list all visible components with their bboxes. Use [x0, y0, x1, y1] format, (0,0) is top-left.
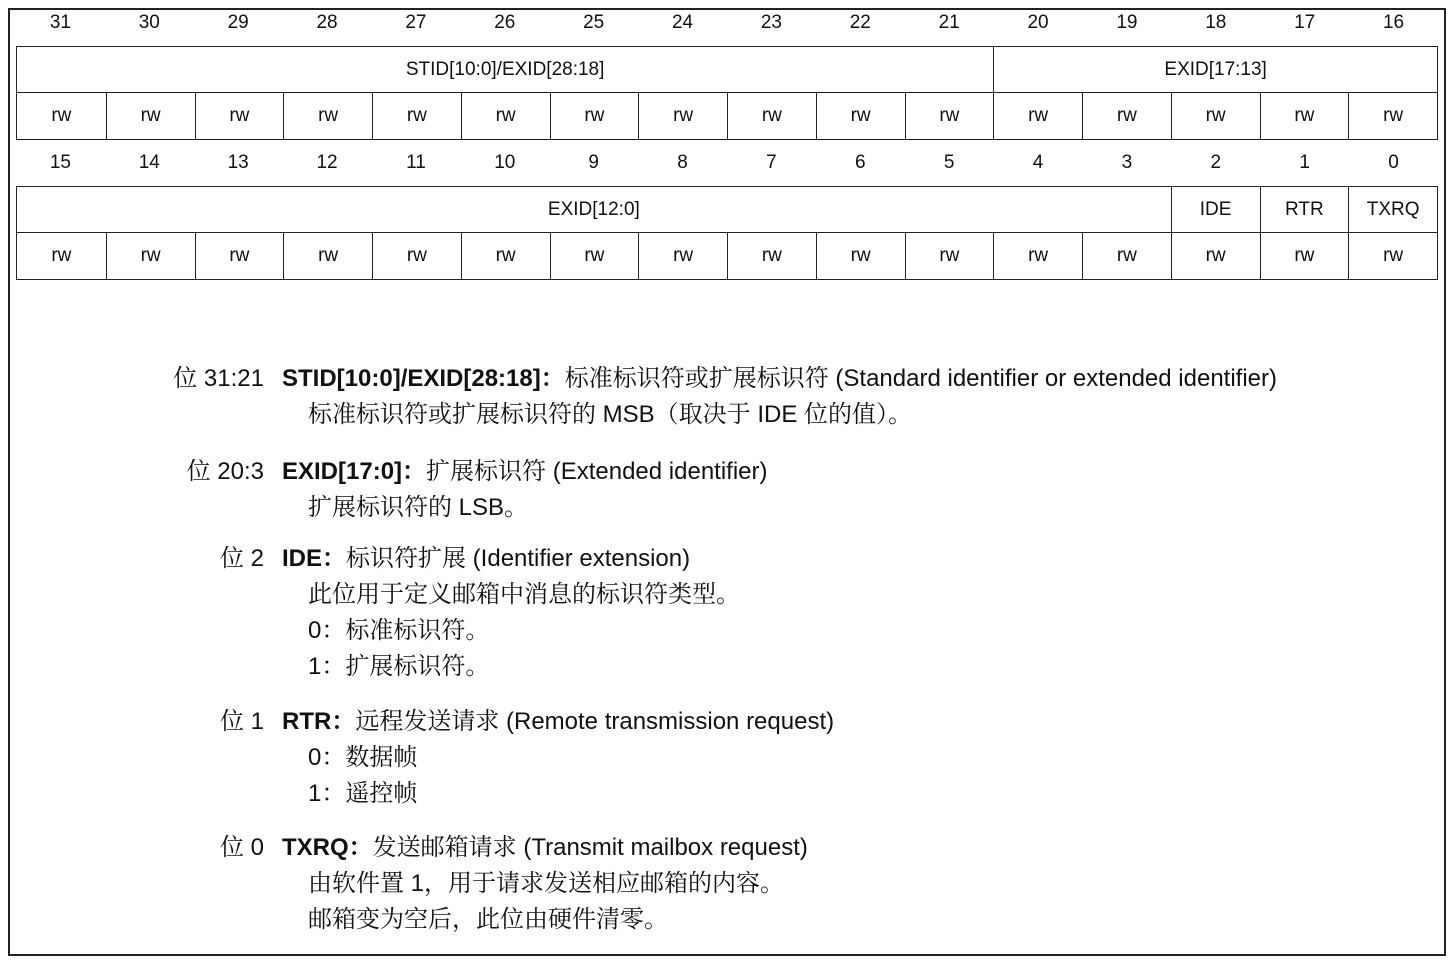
access-type: rw	[638, 93, 727, 139]
access-type: rw	[1082, 93, 1171, 139]
access-type: rw	[1260, 233, 1349, 279]
access-type: rw	[1348, 233, 1437, 279]
access-type: rw	[1348, 93, 1437, 139]
bit-number: 22	[849, 12, 871, 33]
bit-number: 15	[49, 152, 71, 173]
bit-range: 位 31:21	[173, 365, 264, 392]
access-type: rw	[816, 233, 905, 279]
description-line: 此位用于定义邮箱中消息的标识符类型。	[308, 581, 740, 608]
bit-number: 9	[588, 152, 599, 173]
bit-number: 24	[671, 12, 694, 33]
access-type: rw	[727, 233, 816, 279]
description-line: 1：遥控帧	[308, 780, 418, 807]
bit-number: 19	[1116, 12, 1138, 33]
bit-number: 3	[1121, 152, 1133, 173]
description-body	[308, 397, 1455, 433]
field-name: RTR：	[282, 708, 356, 735]
access-type: rw	[905, 233, 994, 279]
bit-number: 7	[766, 152, 777, 173]
field-title	[282, 540, 690, 577]
bit-range: 位 1	[219, 708, 264, 735]
bit-number: 30	[138, 12, 160, 33]
description-heading	[0, 540, 1455, 577]
access-type: rw	[993, 93, 1082, 139]
bit-description	[0, 360, 1455, 433]
upper-field-row	[16, 46, 1438, 93]
field-name: EXID[17:0]：	[282, 458, 427, 485]
field-title-text: 标准标识符或扩展标识符 (Standard identifier or extended identifier)	[564, 365, 1278, 392]
access-type: rw	[195, 93, 284, 139]
field-title	[282, 360, 1277, 397]
bit-number: 21	[938, 12, 960, 33]
bit-number: 11	[406, 152, 426, 173]
field-title-text: 远程发送请求 (Remote transmission request)	[355, 708, 835, 735]
field-name: STID[10:0]/EXID[28:18]：	[282, 365, 565, 392]
bit-number: 5	[943, 152, 955, 173]
bit-number: 10	[494, 152, 516, 173]
access-type: rw	[461, 233, 550, 279]
bit-number: 1	[1299, 152, 1310, 173]
register-field: EXID[17:13]	[993, 47, 1437, 92]
description-body	[308, 577, 1455, 685]
bit-number: 31	[49, 12, 71, 33]
access-type: rw	[993, 233, 1082, 279]
field-title-text: 扩展标识符 (Extended identifier)	[426, 458, 768, 485]
bit-range: 位 20:3	[186, 458, 264, 485]
description-line: 扩展标识符的 LSB。	[308, 494, 529, 521]
field-title	[282, 703, 834, 740]
bit-number: 18	[1205, 12, 1227, 33]
upper-access-row	[16, 93, 1438, 140]
description-line: 邮箱变为空后，此位由硬件清零。	[308, 906, 668, 933]
register-field: IDE	[1171, 187, 1260, 232]
bit-number: 27	[405, 12, 427, 33]
lower-field-row	[16, 186, 1438, 233]
bit-number: 14	[138, 152, 160, 173]
field-title	[282, 453, 768, 490]
field-name: IDE：	[282, 545, 347, 572]
access-type: rw	[372, 93, 461, 139]
access-type: rw	[1082, 233, 1171, 279]
bit-number: 17	[1294, 12, 1316, 33]
access-type: rw	[51, 105, 72, 126]
access-type: rw	[283, 233, 372, 279]
lower-bit-numbers	[16, 140, 1438, 186]
bit-range: 位 0	[219, 834, 264, 861]
register-field: EXID[12:0]	[547, 198, 640, 220]
bit-description	[0, 703, 1455, 812]
register-field: STID[10:0]/EXID[28:18]	[405, 58, 605, 80]
access-type: rw	[638, 233, 727, 279]
field-title-text: 标识符扩展 (Identifier extension)	[346, 545, 691, 572]
bit-description	[0, 453, 1455, 526]
description-body	[308, 490, 1455, 526]
access-type: rw	[727, 93, 816, 139]
bit-number: 8	[677, 152, 688, 173]
access-type: rw	[51, 245, 72, 266]
description-heading	[0, 829, 1455, 866]
access-type: rw	[1260, 93, 1349, 139]
description-line: 由软件置 1，用于请求发送相应邮箱的内容。	[308, 870, 785, 897]
bit-range: 位 2	[219, 545, 264, 572]
bit-number: 28	[316, 12, 338, 33]
description-body	[308, 866, 1455, 938]
bit-number: 13	[227, 152, 249, 173]
field-title-text: 发送邮箱请求 (Transmit mailbox request)	[372, 834, 808, 861]
access-type: rw	[106, 93, 195, 139]
lower-access-row	[16, 233, 1438, 280]
access-type: rw	[283, 93, 372, 139]
bit-number: 6	[855, 152, 866, 173]
description-line: 0：标准标识符。	[308, 617, 490, 644]
bit-number: 0	[1388, 152, 1399, 173]
access-type: rw	[1171, 93, 1260, 139]
description-heading	[0, 453, 1455, 490]
access-type: rw	[461, 93, 550, 139]
access-type: rw	[550, 233, 639, 279]
register-field: TXRQ	[1348, 187, 1437, 232]
access-type: rw	[905, 93, 994, 139]
bit-number: 4	[1032, 152, 1044, 173]
upper-bit-numbers	[16, 0, 1438, 46]
description-line: 标准标识符或扩展标识符的 MSB（取决于 IDE 位的值）。	[308, 401, 913, 428]
access-type: rw	[816, 93, 905, 139]
description-body	[308, 740, 1455, 812]
access-type: rw	[1171, 233, 1260, 279]
description-heading	[0, 703, 1455, 740]
field-name: TXRQ：	[282, 834, 373, 861]
bit-number: 2	[1210, 152, 1222, 173]
bit-description	[0, 829, 1455, 938]
bit-number: 26	[494, 12, 516, 33]
access-type: rw	[195, 233, 284, 279]
bit-number: 20	[1027, 12, 1049, 33]
field-title	[282, 829, 808, 866]
description-line: 1：扩展标识符。	[308, 653, 490, 680]
bit-number: 12	[316, 152, 338, 173]
bit-description	[0, 540, 1455, 685]
access-type: rw	[550, 93, 639, 139]
description-heading	[0, 360, 1455, 397]
bit-number: 25	[583, 12, 605, 33]
access-type: rw	[372, 233, 461, 279]
bit-number: 29	[227, 12, 249, 33]
bit-number: 23	[760, 12, 782, 33]
bit-number: 16	[1382, 12, 1405, 33]
description-line: 0：数据帧	[308, 744, 418, 771]
register-field: RTR	[1260, 187, 1349, 232]
access-type: rw	[106, 233, 195, 279]
